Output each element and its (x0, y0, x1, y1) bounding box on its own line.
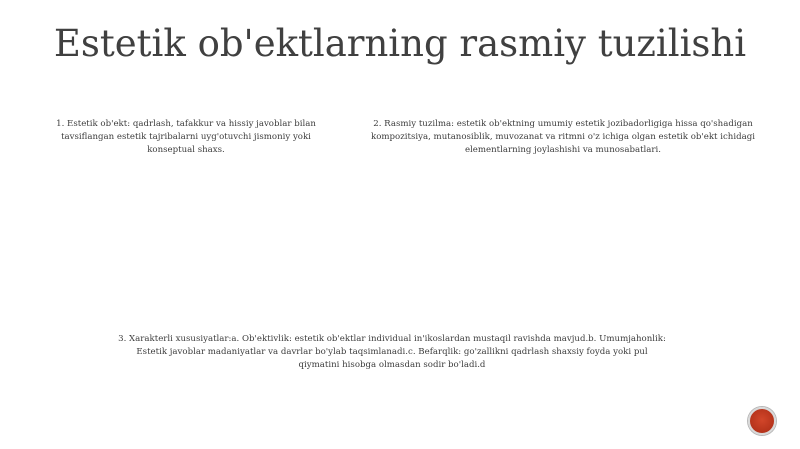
paragraph-rasmiy-tuzilma: 2. Rasmiy tuzilma: estetik ob'ektning umumiy estetik jozibadorligiga hissa qo'shadigan kompozitsiya, mutanosiblik, muvozanat va ritmni o'z ichiga olgan estetik ob'ekt ichidagi elementlarning joylashishi va munosabatlari. (371, 119, 755, 155)
paragraph-estetik-obekt: 1. Estetik ob'ekt: qadrlash, tafakkur va hissiy javoblar bilan tavsiflangan estetik tajribalarni uyg'otuvchi jismoniy yoki konseptual shaxs. (56, 119, 316, 155)
red-circle-button-icon[interactable] (748, 407, 776, 435)
slide-title: Estetik ob'ektlarning rasmiy tuzilishi (53, 22, 747, 65)
paragraph-xarakterli-xususiyatlar: 3. Xarakterli xususiyatlar:a. Ob'ektivlik: estetik ob'ektlar individual in'ikoslardan mustaqil ravishda mavjud.b. Umumjahonlik: Estetik javoblar madaniyatlar va davrlar bo'ylab taqsimlanadi.c. Befarqlik: go'zallikni qadrlash shaxsiy foyda yoki pul qiymatini hisobga olmasdan sodir bo'ladi.d (118, 334, 666, 370)
